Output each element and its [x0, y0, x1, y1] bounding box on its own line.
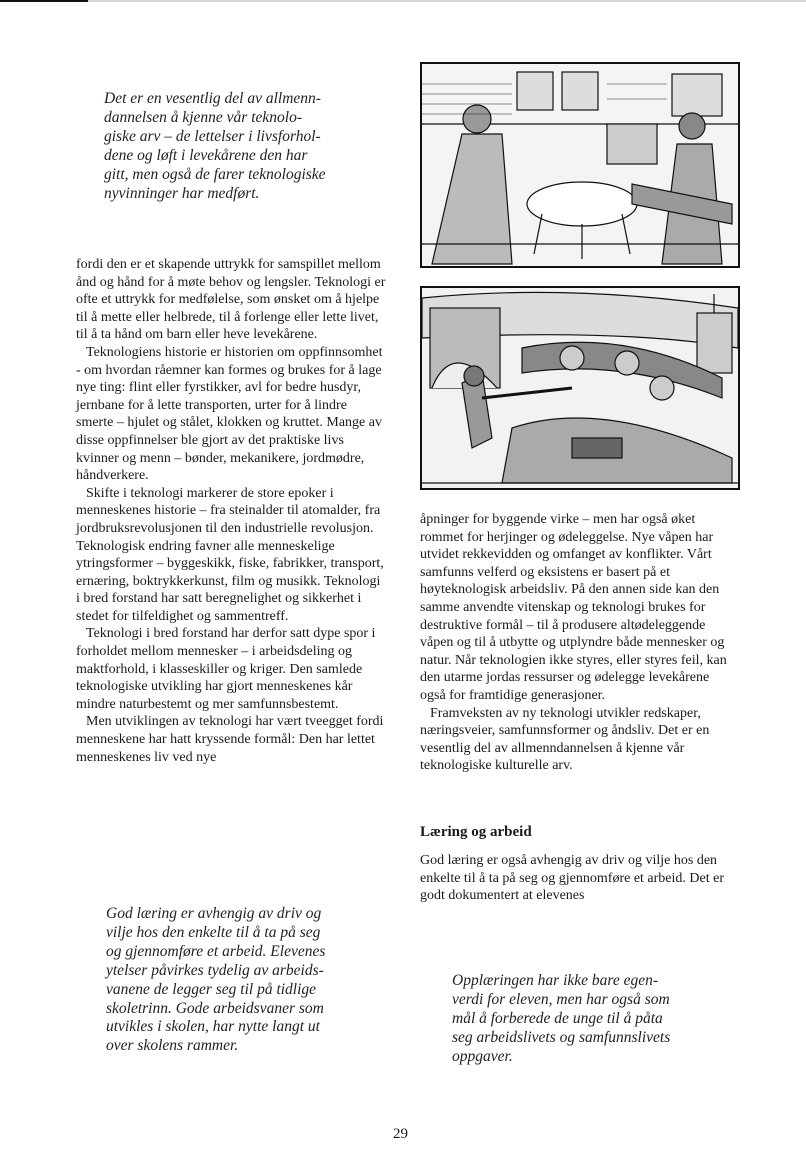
- pull-quote-right: Opplæringen har ikke bare egen- verdi for eleven, men har også som mål å forberede de unge til å påta seg arbeidslivets og samfunnslivets oppgaver.: [452, 972, 671, 1065]
- section-body: [420, 852, 738, 905]
- left-paragraph-5: Men utviklingen av teknologi har vært tveegget fordi menneskene har hatt kryssende formål: Den har lettet menneskenes liv ved nye: [76, 714, 384, 765]
- left-paragraph-2: Teknologiens historie er historien om oppfinnsomhet - om hvordan råemner kan formes og brukes for å lage nye ting: flint eller fyrstikker, avl for bedre husdyr, jernbane for å lette transporten, urter for å lindre smerte – hjulet og stålet, klokken og kruttet. Mange av disse oppfinnelser ble gjort av det praktiske livs kvinner og menn – bønder, mekanikere, jordmødre, håndverkere.: [76, 344, 383, 484]
- right-paragraph-1: åpninger for byggende virke – men har også øket rommet for herjinger og ødeleggelse. Nye våpen har utvidet rekkevidden og omfanget av konflikter. Vårt samfunns velferd og eksistens er basert på et høyteknologisk arbeidsliv. På den annen side kan den samme anvendte vitenskap og teknologi brukes for destruktive formål – til å produsere altødeleggende våpen og til å utbytte og utplyndre både mennesker og natur. Når teknologien ikke styres, eller styres feil, kan den utarme jordas ressurser og ødelegge levekårene også for framtidige generasjoner.: [420, 512, 727, 703]
- pull-quote-middle: God læring er avhengig av driv og vilje hos den enkelte til å ta på seg og gjennomføre et arbeid. Elevenes ytelser påvirkes tydelig av arbeids- vanene de legger seg til på tidlige skoletrinn. Gode arbeidsvaner som utvikles i skolen, har nytte langt ut over skolens rammer.: [106, 905, 326, 1055]
- woodcut-workshop-illustration: [420, 62, 740, 268]
- left-paragraph-3: Skifte i teknologi markerer de store epoker i menneskenes historie – fra steinalder til atomalder, fra jordbruksrevolusjonen til den industrielle revolusjon. Teknologisk endring favner alle menneskelige ytringsformer – byggeskikk, fiske, fabrikker, transport, ernæring, boktrykkerkunst, film og musikk. Teknologi i bred forstand har satt beregnelighet og sikkerhet i stedet for tilfeldighet og sammentreff.: [76, 485, 384, 624]
- section-paragraph: God læring er også avhengig av driv og vilje hos den enkelte til å ta på seg og gjennomføre et arbeid. Det er godt dokumentert at elevenes: [420, 853, 724, 904]
- section-heading: Læring og arbeid: [420, 824, 532, 840]
- top-rule-accent: [0, 0, 88, 2]
- page-number: 29: [393, 1126, 408, 1142]
- top-rule: [0, 0, 806, 2]
- left-paragraph-4: Teknologi i bred forstand har derfor satt dype spor i forholdet mellom mennesker – i arbeidsdeling og maktforhold, i klasseskiller og kriger. Den samlede teknologiske utvikling har gjort menneskenes kår mindre naturbestemt og mer samfunnsbestemt.: [76, 626, 376, 712]
- right-column: [420, 511, 738, 775]
- left-paragraph-1: fordi den er et skapende uttrykk for samspillet mellom ånd og hånd for å møte behov og lengsler. Teknologi er ofte et uttrykk for medfølelse, som ønsket om å hjelpe til å mette eller helbrede, til å forlenge eller lette livet, til å ta hånd om barn eller heve levekårene.: [76, 257, 386, 343]
- left-column: [76, 256, 386, 766]
- woodcut-mill-illustration: [420, 286, 740, 490]
- pull-quote-top: Det er en vesentlig del av allmenn- dannelsen å kjenne vår teknolo- giske arv – de lettelser i livsforhol- dene og løft i levekårene den har gitt, men også de farer teknologiske nyvinninger har medført.: [104, 90, 326, 202]
- right-paragraph-2: Framveksten av ny teknologi utvikler redskaper, næringsveier, samfunnsformer og åndsliv. Det er en vesentlig del av allmenndannelsen å kjenne vår teknologiske kulturelle arv.: [420, 705, 710, 774]
